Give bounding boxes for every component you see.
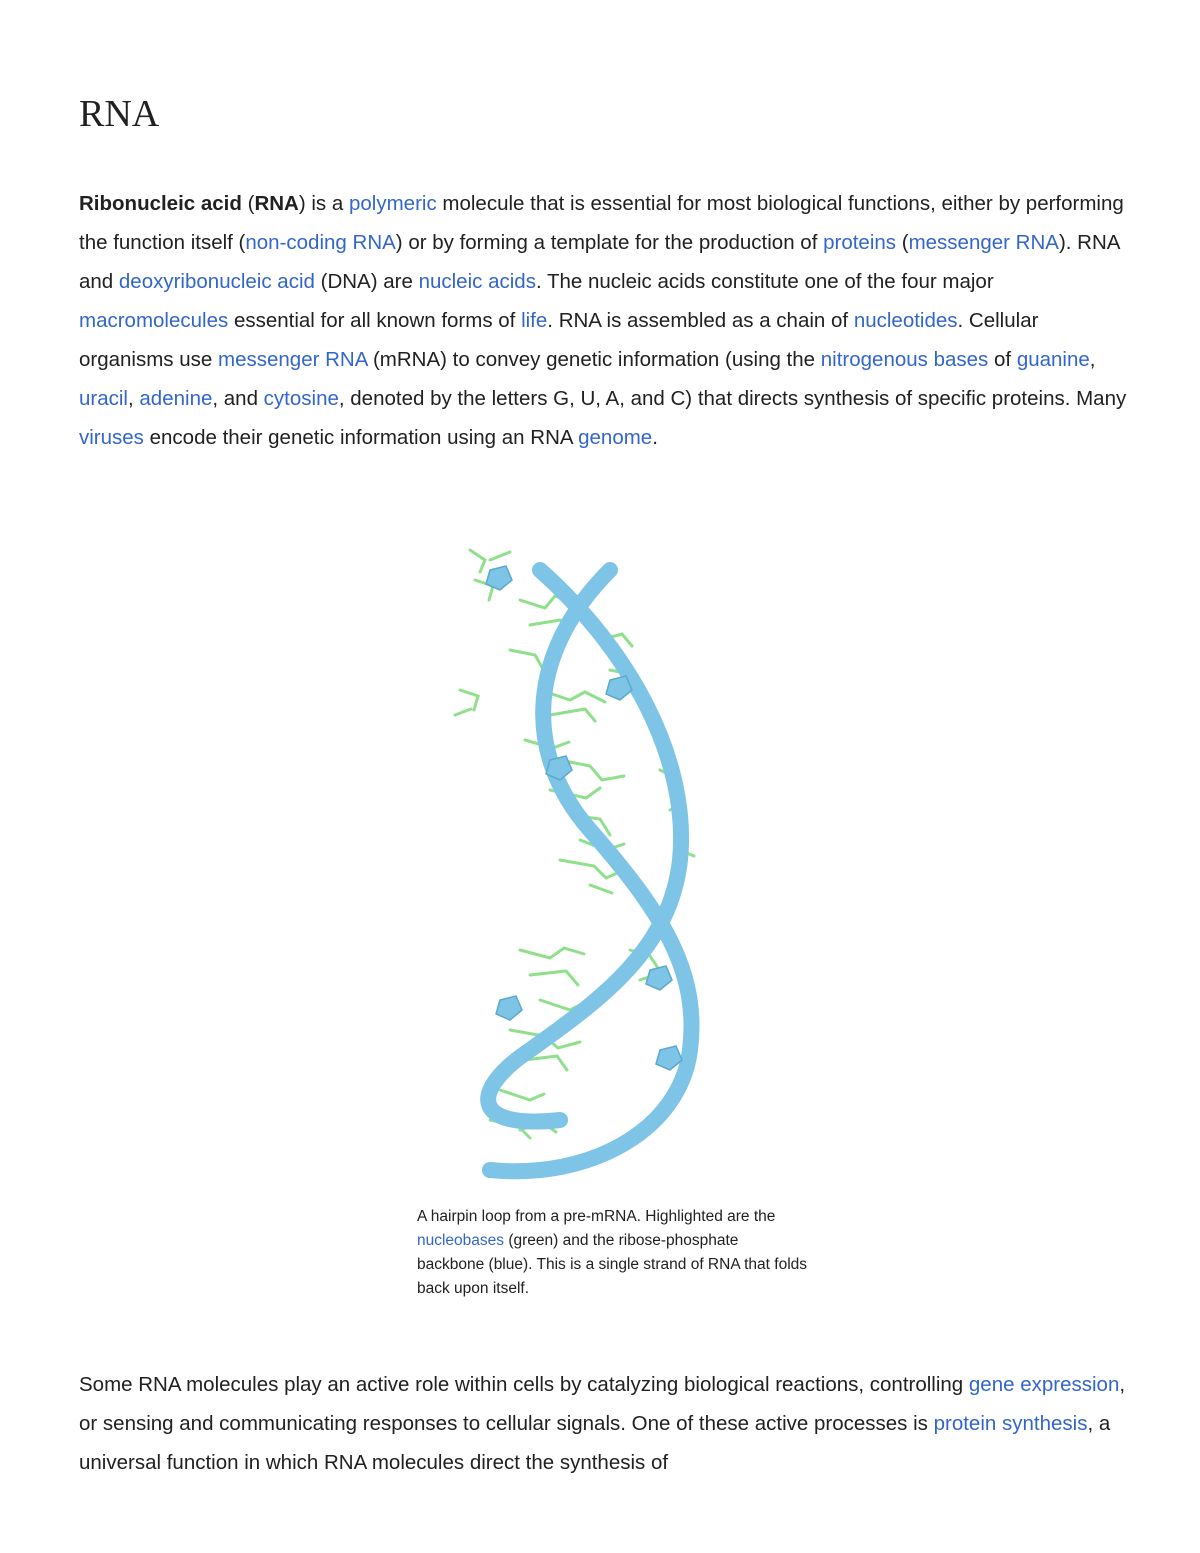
link-adenine[interactable]: adenine [139, 387, 213, 410]
link-non-coding-rna[interactable]: non-coding RNA [245, 231, 396, 254]
link-gene-expression[interactable]: gene expression [968, 1373, 1120, 1396]
link-messenger-rna-2[interactable]: messenger RNA [218, 348, 368, 371]
link-nucleobases[interactable]: nucleobases [417, 1232, 505, 1249]
figure-caption: A hairpin loop from a pre-mRNA. Highlighted are the nucleobases (green) and the ribose-phosphate backbone (blue). This is a single strand of RNA that folds back upon itself. [417, 1208, 808, 1297]
link-messenger-rna[interactable]: messenger RNA [908, 231, 1059, 254]
link-viruses[interactable]: viruses [79, 426, 144, 449]
page-title: RNA [79, 93, 160, 135]
link-genome[interactable]: genome [578, 426, 653, 449]
link-uracil[interactable]: uracil [79, 387, 128, 410]
link-deoxyribonucleic-acid[interactable]: deoxyribonucleic acid [118, 270, 315, 293]
second-paragraph: Some RNA molecules play an active role within cells by catalyzing biological reactions, controlling gene expression, or sensing and communicating responses to cellular signals. One of these active processes is protein synthesis, a universal function in which RNA molecules direct the synthesis of [79, 1373, 1126, 1474]
bold-term: Ribonucleic acid [79, 192, 242, 215]
link-nucleic-acids[interactable]: nucleic acids [418, 270, 536, 293]
rna-hairpin-structure-icon [430, 530, 730, 1180]
link-polymeric[interactable]: polymeric [348, 192, 437, 215]
link-cytosine[interactable]: cytosine [263, 387, 339, 410]
bold-abbrev: RNA [254, 192, 299, 215]
link-proteins[interactable]: proteins [823, 231, 897, 254]
link-guanine[interactable]: guanine [1016, 348, 1090, 371]
link-protein-synthesis[interactable]: protein synthesis [933, 1412, 1088, 1435]
intro-paragraph: Ribonucleic acid (RNA) is a polymeric molecule that is essential for most biological functions, either by performing the function itself (non-coding RNA) or by forming a template for the production of proteins (messenger RNA). RNA and deoxyribonucleic acid (DNA) are nucleic acids. The nucleic acids constitute one of the four major macromolecules essential for all known forms of life. RNA is assembled as a chain of nucleotides. Cellular organisms use messenger RNA (mRNA) to convey genetic information (using the nitrogenous bases of guanine, uracil, adenine, and cytosine, denoted by the letters G, U, A, and C) that directs synthesis of specific proteins. Many viruses encode their genetic information using an RNA genome. [79, 192, 1127, 449]
figure [410, 530, 808, 1350]
link-nitrogenous-bases[interactable]: nitrogenous bases [820, 348, 989, 371]
link-macromolecules[interactable]: macromolecules [79, 309, 229, 332]
link-life[interactable]: life [521, 309, 548, 332]
link-nucleotides[interactable]: nucleotides [853, 309, 958, 332]
